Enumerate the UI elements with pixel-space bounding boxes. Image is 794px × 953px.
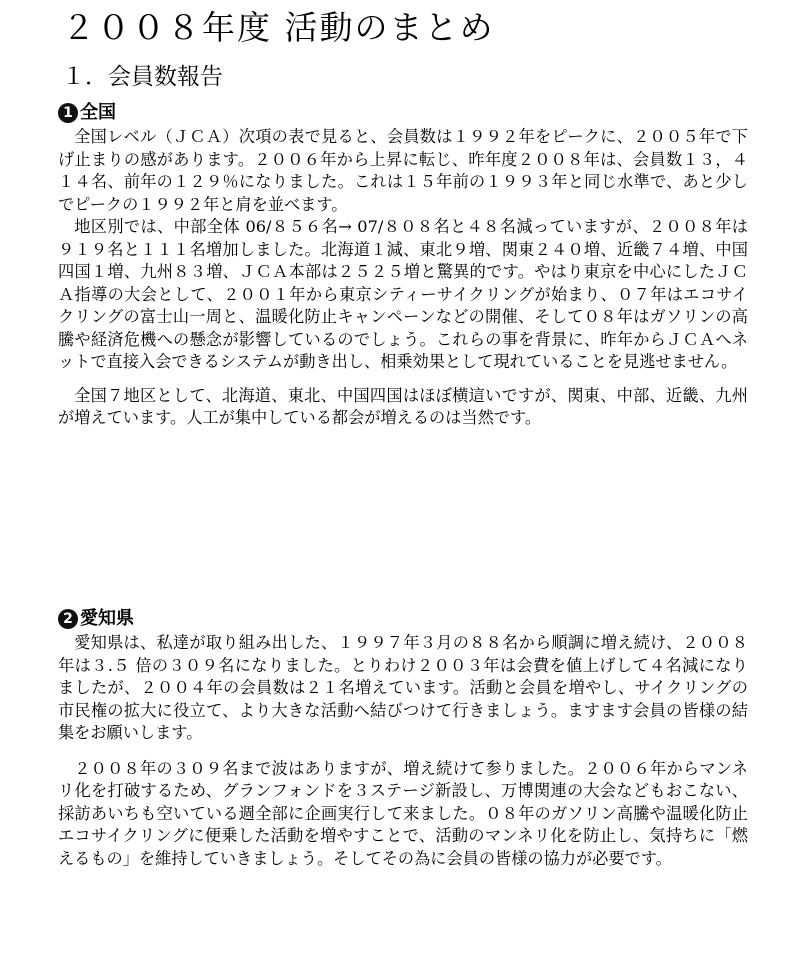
circled-number-badge: 2 [58,609,78,629]
paragraph-spacer [58,745,748,758]
subsection-heading-label: 愛知県 [80,608,134,629]
paragraph-spacer [58,374,748,385]
subsection-nationwide [58,100,748,430]
paragraph: ２００８年の３０９名まで波はありますが、増え続けて参りました。２００６年からマンネリ化を打破するため、グランフォンドを３ステージ新設し、万博関連の大会などもおこない、採訪あいちも空いている週全部に企画実行して来ました。０８年のガソリン高騰や温暖化防止エコサイクリングに便乗した活動を増やすことで、活動のマンネリ化を防止し、気持ちに「燃えるもの」を維持していきましょう。そしてその為に会員の皆様の協力が必要です。 [58,758,748,868]
subsection-heading [58,606,748,632]
document-title: ２００８年度 活動のまとめ [62,8,495,47]
paragraph: 全国７地区として、北海道、東北、中国四国はほぼ横這いですが、関東、中部、近畿、九州が増えています。人工が集中している都会が増えるのは当然です。 [58,385,748,427]
subsection-heading [58,100,748,126]
subsection-heading-label: 全国 [80,102,116,123]
paragraph: 愛知県は、私達が取り組み出した、１９９７年３月の８８名から順調に増え続け、２００８年は３.５ 倍の３０９名になりました。とりわけ２００３年は会費を値上げして４名減になりましたが、２００４年の会員数は２１名増えています。活動と会員を増やし、サイクリングの市民権の拡大に役立て、より大きな活動へ結びつけて行きましょう。ますます会員の皆様の結集をお願いします。 [58,633,748,742]
subsection-aichi [58,606,748,870]
paragraph: 全国レベル（ＪＣＡ）次項の表で見ると、会員数は１９９２年をピークに、２００５年で下げ止まりの感があります。２００６年から上昇に転じ、昨年度２００８年は、会員数１３，４１４名、前年の１２９％になりました。これは１５年前の１９９３年と同じ水準で、あと少しでピークの１９９２年と肩を並べます。 [58,127,748,214]
circled-number-badge: 1 [58,103,78,123]
paragraph: 地区別では、中部全体 06/８５６名→ 07/８０８名と４８名減っていますが、２００８年は９１９名と１１１名増加しました。北海道１減、東北９増、関東２４０増、近畿７４増、中国四国１増、九州８３増、ＪＣＡ本部は２５２５増と驚異的です。やはり東京を中心にしたＪＣＡ指導の大会として、２００１年から東京シティーサイクリングが始まり、０７年はエコサイクリングの富士山一周と、温暖化防止キャンペーンなどの開催、そして０８年はガソリンの高騰や経済危機への懸念が影響しているのでしょう。これらの事を背景に、昨年からＪＣＡへネットで直接入会できるシステムが動き出し、相乗効果として現れていることを見逃せません。 [58,217,748,371]
section-title: １．会員数報告 [62,64,223,90]
